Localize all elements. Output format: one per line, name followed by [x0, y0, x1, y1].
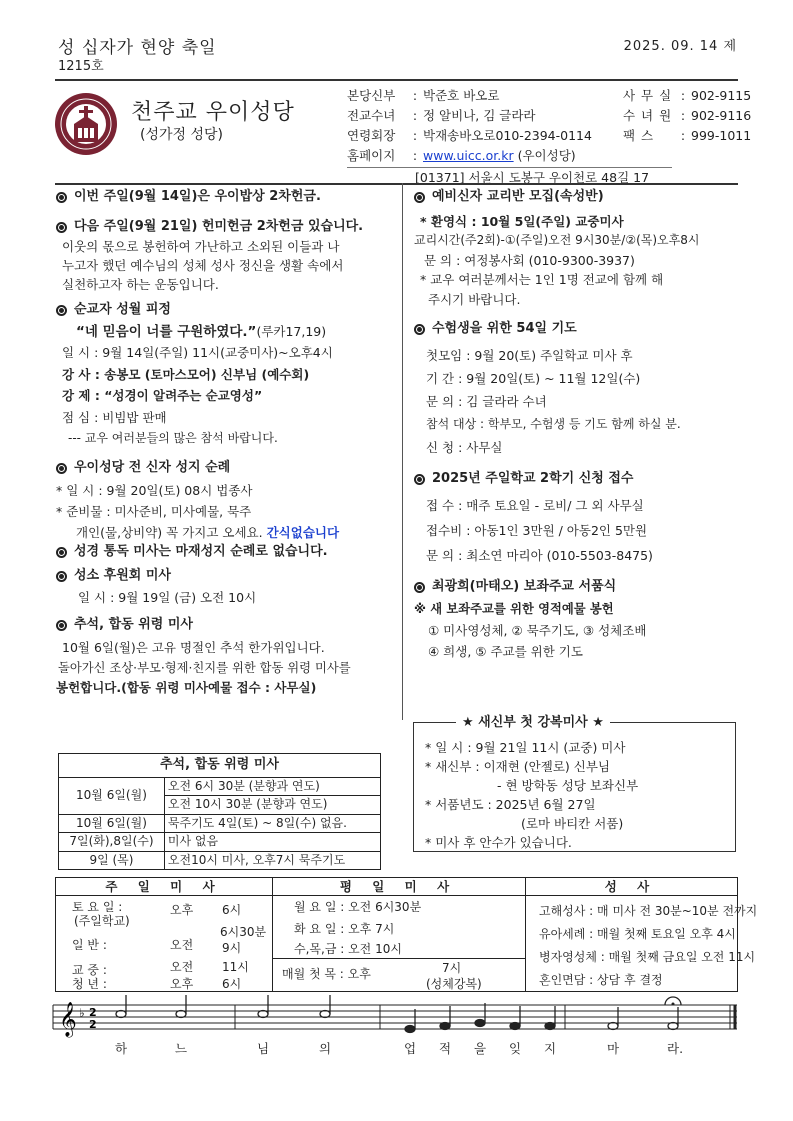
- sunday-school-details: 접 수 : 매주 토요일 - 로비/ 그 외 사무실 접수비 : 아동1인 3만원 / 아동2인 5만원 문 의 : 최소연 마리아 (010-5503-8475): [426, 498, 653, 564]
- church-seal-icon: [54, 92, 118, 156]
- left-column: [56, 188, 396, 698]
- table-row: 10월 6일(월) 묵주기도 4일(토) ~ 8일(수) 없음.: [59, 814, 381, 832]
- homepage-link[interactable]: www.uicc.or.kr: [423, 148, 514, 163]
- bulletin-title: 성 십자가 현양 축일: [58, 38, 217, 58]
- right-column: [414, 188, 738, 662]
- bullet-icon: [56, 547, 67, 558]
- contact-info: [347, 86, 751, 188]
- info-label: 전교수녀: [347, 108, 396, 123]
- svg-text:2: 2: [89, 1006, 97, 1019]
- weekday-mass-header: 평 일 미 사: [272, 878, 525, 896]
- bulletin-date: 2025. 09. 14 제: [623, 39, 737, 54]
- info-value: 박준호 바오로: [423, 88, 500, 103]
- notice-heading: 다음 주일(9월 21일) 헌미헌금 2차헌금 있습니다.: [56, 218, 396, 237]
- notice-heading: 2025년 주일학교 2학기 신청 접수: [414, 470, 738, 489]
- bullet-icon: [56, 222, 67, 233]
- column-divider: [402, 183, 403, 720]
- bullet-icon: [56, 620, 67, 631]
- homepage-note: (우이성당): [517, 148, 576, 163]
- info-label: 사 무 실: [623, 88, 673, 103]
- bullet-icon: [56, 571, 67, 582]
- church-address: [01371] 서울시 도봉구 우이천로 48길 17: [347, 167, 672, 188]
- notice-heading: 예비신자 교리반 모집(속성반): [414, 188, 738, 207]
- flat-icon: ♭: [79, 1006, 85, 1020]
- bullet-icon: [414, 582, 425, 593]
- notice-heading: 수험생을 위한 54일 기도: [414, 320, 738, 339]
- notice-heading: 추석, 합동 위령 미사: [56, 616, 396, 635]
- vocation-mass-time: 일 시 : 9월 19일 (금) 오전 10시: [78, 590, 257, 606]
- table-title: 추석, 합동 위령 미사: [59, 754, 381, 778]
- info-label: 연령회장: [347, 128, 396, 143]
- table-row: 10월 6일(월) 오전 6시 30분 (분향과 연도): [59, 778, 381, 796]
- table-row: 7일(화),8일(수) 미사 없음: [59, 833, 381, 851]
- table-row: 오전 10시 30분 (분향과 연도): [59, 796, 381, 814]
- info-value: 박재송바오로010-2394-0114: [423, 128, 592, 143]
- svg-text:2: 2: [89, 1018, 97, 1031]
- issue-number: 1215호: [58, 59, 104, 74]
- info-label: 수 녀 원: [623, 108, 673, 123]
- header-divider: [55, 79, 738, 81]
- exam-prayer-details: 첫모임 : 9월 20(토) 주일학교 미사 후 기 간 : 9월 20일(토) ~ 11월 12일(수) 문 의 : 김 글라라 수녀 참석 대상 : 학부모, 수험생 등 기도 함께 하실 분. 신 청 : 사무실: [426, 348, 681, 456]
- bullet-icon: [56, 192, 67, 203]
- memorial-mass-table: [58, 753, 381, 870]
- retreat-quote: “네 믿음이 너를 구원하였다.”(루카17,19): [76, 323, 327, 340]
- memorial-notice: 10월 6일(월)은 고유 명절인 추석 한가위입니다. 돌아가신 조상·부모·형제·친지를 위한 합동 위령 미사를 봉헌합니다.(합동 위령 미사예물 접수 : 사무실): [56, 640, 351, 696]
- new-priest-details: * 일 시 : 9월 21일 11시 (교중) 미사 * 새신부 : 이재현 (안젤로) 신부님 - 현 방학동 성당 보좌신부 * 서품년도 : 2025년 6월 27일 (로마 바티칸 서품) * 미사 후 안수가 있습니다.: [425, 740, 639, 850]
- info-row: 본당신부 : 박준호 바오로 사 무 실 : 902-9115: [347, 86, 751, 106]
- info-row: 홈페이지 : www.uicc.or.kr (우이성당): [347, 146, 751, 166]
- bullet-icon: [56, 463, 67, 474]
- info-label: 팩 스: [623, 128, 655, 143]
- info-value: 902-9116: [691, 108, 752, 123]
- info-value: 정 알비나, 김 글라라: [423, 108, 536, 123]
- notice-heading: 최광희(마태오) 보좌주교 서품식: [414, 578, 738, 597]
- bullet-icon: [56, 305, 67, 316]
- catechumen-details: * 환영식 : 10월 5일(주일) 교중미사 교리시간(주2회)-①(주일)오전 9시30분/②(목)오후8시 문 의 : 여정봉사회 (010-9300-3937) * 교우 여러분께서는 1인 1명 전교에 함께 해 주시기 바랍니다.: [414, 213, 700, 307]
- table-row: 9일 (목) 오전10시 미사, 오후7시 묵주기도: [59, 851, 381, 869]
- church-name: 천주교 우이성당: [131, 100, 295, 125]
- info-row: 연령회장 : 박재송바오로010-2394-0114 팩 스 : 999-1011: [347, 126, 751, 146]
- info-value: 999-1011: [691, 128, 752, 143]
- lyrics: 하 느 님 의 업 적 을 잊 지 마 라.: [115, 1041, 684, 1056]
- notice-heading: 성소 후원회 미사: [56, 567, 396, 586]
- pilgrimage-details: * 일 시 : 9월 20일(토) 08시 법종사 * 준비물 : 미사준비, 미사예물, 묵주 개인(물,상비약) 꼭 가지고 오세요. 간식없습니다: [56, 483, 340, 541]
- new-priest-title: ★ 새신부 첫 강복미사 ★: [456, 714, 610, 733]
- info-row: 전교수녀 : 정 알비나, 김 글라라 수 녀 원 : 902-9116: [347, 106, 751, 126]
- notice-heading: 이번 주일(9월 14일)은 우이밥상 2차헌금.: [56, 188, 396, 207]
- info-value: 902-9115: [691, 88, 752, 103]
- bullet-icon: [414, 324, 425, 335]
- sunday-mass-header: 주 일 미 사: [56, 878, 272, 896]
- mass-schedule: 주 일 미 사 평 일 미 사 성 사 토 요 일 : 오후 6시 (주일학교) 일 반 : 오전 6시30분 9시 교 중 : 오전 11시 청 년 : 오후 6시 월 요 일 : 오전 6시30분 화 요 일 : 오후 7시 수,목,금 : 오전 10시 매월 첫 목 : 오후 7시 (성체강복) 고해성사 : 매 미사 전 30분~10분 전까지 유아세례 : 매월 첫째 토요일 오후 4시 병자영성체 : 매월 첫째 금요일 오전 11시 혼인면담 : 상담 후 결정: [55, 877, 738, 992]
- retreat-details: 일 시 : 9월 14일(주일) 11시(교중미사)~오후4시 강 사 : 송봉모 (토마스모어) 신부님 (예수회) 강 제 : “성경이 알려주는 순교영성” 점 심 : 비빔밥 판매 --- 교우 여러분들의 많은 참석 바랍니다.: [62, 345, 333, 446]
- ordination-details: ※ 새 보좌주교를 위한 영적예물 봉헌 ① 미사영성체, ② 묵주기도, ③ 성체조배 ④ 희생, ⑤ 주교를 위한 기도: [414, 601, 647, 659]
- notice-heading: 성경 통독 미사는 마재성지 순례로 없습니다.: [56, 543, 396, 562]
- notice-heading: 순교자 성월 피정: [56, 301, 396, 320]
- notice-body: 이웃의 몫으로 봉헌하여 가난하고 소외된 이들과 나 누고자 했던 예수님의 성체 성사 정신을 생활 속에서 실천하고자 하는 운동입니다.: [62, 238, 344, 292]
- no-snacks-notice: 간식없습니다: [266, 525, 340, 541]
- homepage-label: 홈페이지: [347, 148, 396, 163]
- treble-clef-icon: 𝄞: [59, 1002, 77, 1037]
- notice-heading: 우이성당 전 신자 성지 순례: [56, 459, 396, 478]
- sacrament-header: 성 사: [525, 878, 737, 896]
- info-label: 본당신부: [347, 88, 396, 103]
- church-subtitle: (성가정 성당): [140, 127, 223, 143]
- bullet-icon: [414, 474, 425, 485]
- bullet-icon: [414, 192, 425, 203]
